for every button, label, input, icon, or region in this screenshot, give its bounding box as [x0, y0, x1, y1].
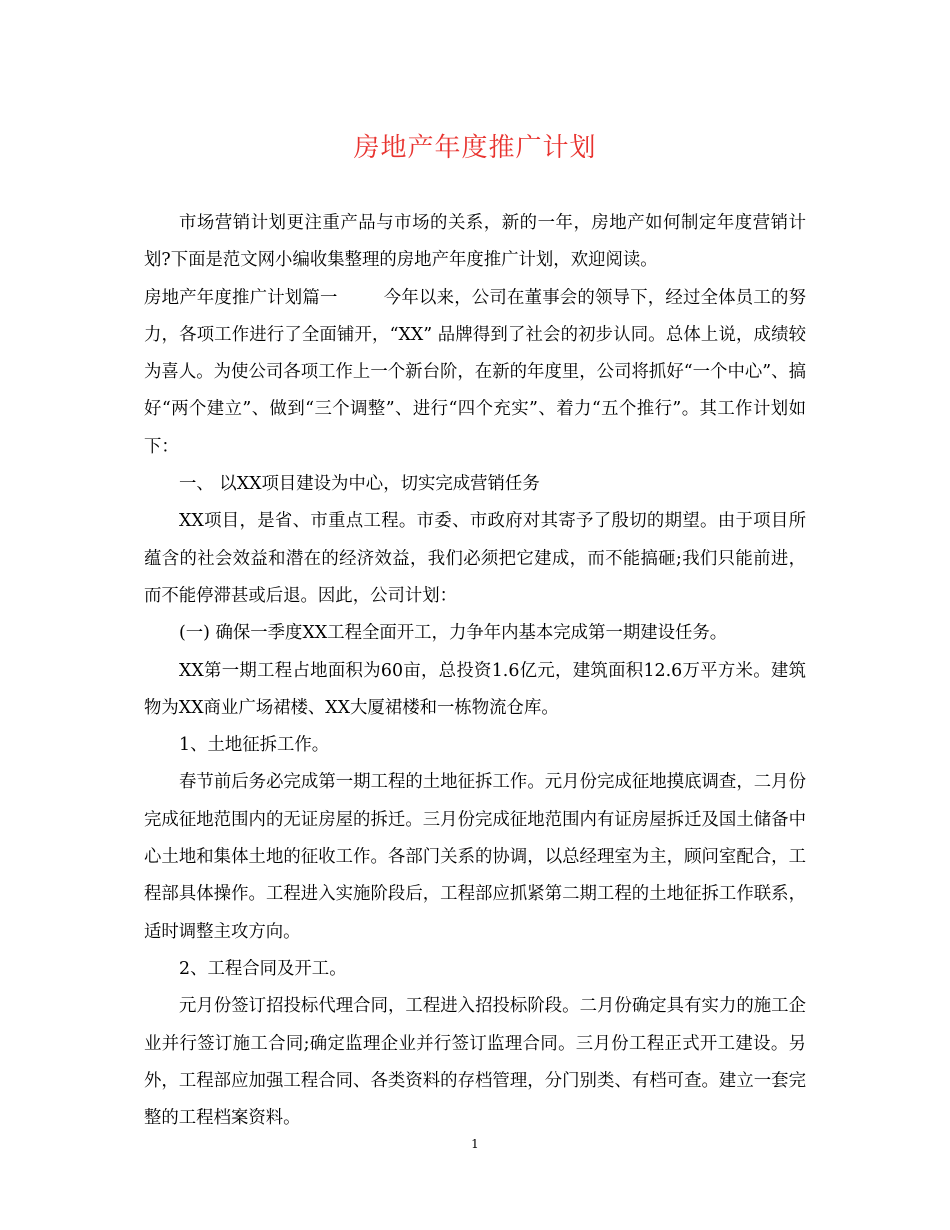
- paragraph-5: 1、土地征拆工作。: [179, 735, 330, 756]
- section-heading: 房地产年度推广计划篇一: [144, 287, 338, 308]
- intro-paragraph: 市场营销计划更注重产品与市场的关系，新的一年，房地产如何制定年度营销计划?下面是范文网小编收集整理的房地产年度推广计划，欢迎阅读。: [144, 213, 806, 271]
- section-paragraph: [144, 280, 806, 466]
- section-intro: 今年以来，公司在董事会的领导下，经过全体员工的努力，各项工作进行了全面铺开，“XX” 品牌得到了社会的初步认同。总体上说，成绩较为喜人。为使公司各项工作上一个新台阶，在新的年度里，公司将抓好“一个中心”、搞好“两个建立”、做到“三个调整”、进行“四个充实”、着力“五个推行”。其工作计划如下：: [144, 287, 806, 457]
- document-title: 房地产年度推广计划: [353, 133, 597, 163]
- page-number: 1: [471, 1137, 479, 1151]
- document-body: [144, 205, 806, 1137]
- paragraph-6: 春节前后务必完成第一期工程的土地征拆工作。元月份完成征地摸底调查，二月份完成征地范围内的无证房屋的拆迁。三月份完成征地范围内有证房屋拆迁及国土储备中心土地和集体土地的征收工作。各部门关系的协调，以总经理室为主，顾问室配合，工程部具体操作。工程进入实施阶段后，工程部应抓紧第二期工程的土地征拆工作联系，适时调整主攻方向。: [144, 772, 806, 942]
- paragraph-2: XX项目，是省、市重点工程。市委、市政府对其寄予了殷切的期望。由于项目所蕴含的社会效益和潜在的经济效益，我们必须把它建成，而不能搞砸;我们只能前进，而不能停滞甚或后退。因此，公司计划：: [144, 511, 806, 606]
- paragraph-4: XX第一期工程占地面积为60亩，总投资1.6亿元，建筑面积12.6万平方米。建筑物为XX商业广场裙楼、XX大厦裙楼和一栋物流仓库。: [144, 660, 806, 718]
- paragraph-7: 2、工程合同及开工。: [179, 958, 347, 979]
- paragraph-8: 元月份签订招投标代理合同，工程进入招投标阶段。二月份确定具有实力的施工企业并行签订施工合同;确定监理企业并行签订监理合同。三月份工程正式开工建设。另外，工程部应加强工程合同、各类资料的存档管理，分门别类、有档可查。建立一套完整的工程档案资料。: [144, 996, 806, 1129]
- paragraph-1: 一、 以XX项目建设为中心，切实完成营销任务: [179, 474, 540, 495]
- paragraph-3: (一) 确保一季度XX工程全面开工，力争年内基本完成第一期建设任务。: [179, 623, 728, 644]
